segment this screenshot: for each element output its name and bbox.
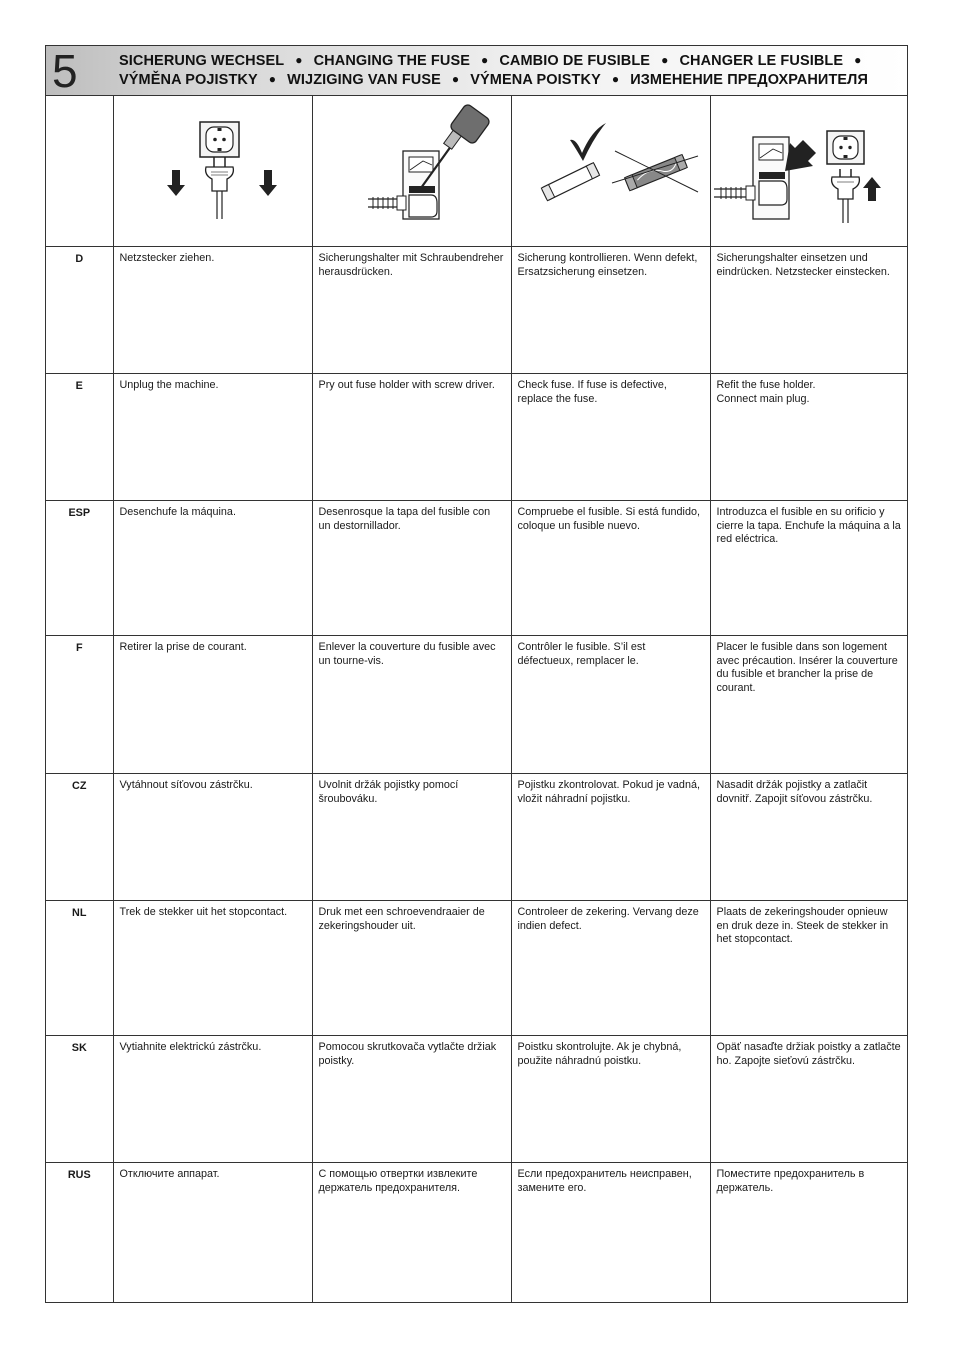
title-esp: CAMBIO DE FUSIBLE bbox=[499, 53, 651, 69]
row-d bbox=[46, 247, 907, 374]
row-sk bbox=[46, 1036, 907, 1163]
up-arrow-icon bbox=[863, 177, 881, 201]
language-code: ESP bbox=[46, 501, 113, 636]
step-2-text: Pomocou skrutkovača vytlačte držiak poistky. bbox=[312, 1036, 511, 1163]
unplug-icon bbox=[114, 95, 313, 246]
good-fuse-icon bbox=[541, 163, 599, 201]
header-title-line-1 bbox=[119, 53, 873, 69]
bullet-separator: ● bbox=[451, 72, 460, 86]
refit-holder-icon bbox=[711, 95, 908, 246]
step-3-text: Если предохранитель неисправен, замените его. bbox=[511, 1163, 710, 1303]
row-f bbox=[46, 636, 907, 774]
title-en: CHANGING THE FUSE bbox=[313, 53, 470, 69]
title-nl: WIJZIGING VAN FUSE bbox=[287, 72, 441, 88]
bullet-separator: ● bbox=[268, 72, 277, 86]
language-code: F bbox=[46, 636, 113, 774]
step-1-text: Отключите аппарат. bbox=[113, 1163, 312, 1303]
title-sk: VÝMENA POISTKY bbox=[470, 72, 601, 88]
step-1-text: Retirer la prise de courant. bbox=[113, 636, 312, 774]
step-4-text: Nasadit držák pojistky a zatlačit dovnitř. Zapojit síťovou zástrčku. bbox=[710, 774, 907, 901]
screwdriver-icon bbox=[313, 95, 512, 246]
title-cz: VÝMĚNA POJISTKY bbox=[119, 72, 258, 88]
step-1-text: Desenchufe la máquina. bbox=[113, 501, 312, 636]
step-4-text: Introduzca el fusible en su orificio y cierre la tapa. Enchufe la máquina a la red eléctrica. bbox=[710, 501, 907, 636]
illustration-row bbox=[46, 95, 907, 247]
language-code: E bbox=[46, 374, 113, 501]
checkmark-icon bbox=[570, 123, 606, 161]
row-e bbox=[46, 374, 907, 501]
title-fr: CHANGER LE FUSIBLE bbox=[679, 53, 844, 69]
step-4-text: Placer le fusible dans son logement avec précaution. Insérer la couverture du fusible et brancher la prise de courant. bbox=[710, 636, 907, 774]
title-de: SICHERUNG WECHSEL bbox=[119, 53, 285, 69]
step-1-text: Vytiahnite elektrickú zástrčku. bbox=[113, 1036, 312, 1163]
section-number: 5 bbox=[52, 45, 78, 97]
step-2-text: С помощью отвертки извлеките держатель предохранителя. bbox=[312, 1163, 511, 1303]
step-1-text: Netzstecker ziehen. bbox=[113, 247, 312, 374]
step-3-text: Controleer de zekering. Vervang deze indien defect. bbox=[511, 901, 710, 1036]
bullet-separator: ● bbox=[661, 53, 669, 67]
row-nl bbox=[46, 901, 907, 1036]
language-code: CZ bbox=[46, 774, 113, 901]
bullet-separator: ● bbox=[611, 72, 620, 86]
step-3-text: Pojistku zkontrolovat. Pokud je vadná, vložit náhradní pojistku. bbox=[511, 774, 710, 901]
step-1-text: Unplug the machine. bbox=[113, 374, 312, 501]
step-2-text: Sicherungshalter mit Schraubendreher herausdrücken. bbox=[312, 247, 511, 374]
step-2-text: Druk met een schroevendraaier de zekeringshouder uit. bbox=[312, 901, 511, 1036]
bullet-separator: ● bbox=[480, 53, 489, 67]
row-rus bbox=[46, 1163, 907, 1303]
bullet-separator: ● bbox=[854, 53, 862, 67]
step-2-text: Enlever la couverture du fusible avec un tourne-vis. bbox=[312, 636, 511, 774]
illustration-pry-holder bbox=[312, 95, 511, 247]
step-3-text: Sicherung kontrollieren. Wenn defekt, Ersatzsicherung einsetzen. bbox=[511, 247, 710, 374]
step-2-text: Uvolnit držák pojistky pomocí šroubováku. bbox=[312, 774, 511, 901]
step-2-text: Desenrosque la tapa del fusible con un destornillador. bbox=[312, 501, 511, 636]
step-4-text: Refit the fuse holder. Connect main plug. bbox=[710, 374, 907, 501]
step-4-text: Plaats de zekeringshouder opnieuw en druk deze in. Steek de stekker in het stopcontact. bbox=[710, 901, 907, 1036]
language-code: SK bbox=[46, 1036, 113, 1163]
language-code: RUS bbox=[46, 1163, 113, 1303]
step-3-text: Check fuse. If fuse is defective, replace the fuse. bbox=[511, 374, 710, 501]
step-3-text: Contrôler le fusible. S’il est défectueux, remplacer le. bbox=[511, 636, 710, 774]
illustration-unplug bbox=[113, 95, 312, 247]
instruction-sheet bbox=[45, 45, 908, 1303]
step-1-text: Vytáhnout síťovou zástrčku. bbox=[113, 774, 312, 901]
step-4-text: Opäť nasaďte držiak poistky a zatlačte ho. Zapojte sieťovú zástrčku. bbox=[710, 1036, 907, 1163]
illustration-check-fuse bbox=[511, 95, 710, 247]
step-3-text: Compruebe el fusible. Si está fundido, coloque un fusible nuevo. bbox=[511, 501, 710, 636]
fuse-check-icon bbox=[512, 95, 711, 246]
illustration-refit-holder bbox=[710, 95, 907, 247]
row-cz bbox=[46, 774, 907, 901]
header-title-line-2 bbox=[119, 72, 868, 88]
title-rus: ИЗМЕНЕНИЕ ПРЕДОХРАНИТЕЛЯ bbox=[630, 72, 868, 88]
push-arrow-icon bbox=[785, 140, 816, 171]
step-1-text: Trek de stekker uit het stopcontact. bbox=[113, 901, 312, 1036]
language-code: NL bbox=[46, 901, 113, 1036]
empty-corner-cell bbox=[46, 95, 113, 247]
bullet-separator: ● bbox=[295, 53, 303, 67]
step-4-text: Sicherungshalter einsetzen und eindrücken. Netzstecker einstecken. bbox=[710, 247, 907, 374]
step-3-text: Poistku skontrolujte. Ak je chybná, použite náhradnú poistku. bbox=[511, 1036, 710, 1163]
steps-table bbox=[46, 95, 907, 1303]
step-4-text: Поместите предохранитель в держатель. bbox=[710, 1163, 907, 1303]
row-esp bbox=[46, 501, 907, 636]
section-header bbox=[46, 46, 907, 96]
step-2-text: Pry out fuse holder with screw driver. bbox=[312, 374, 511, 501]
language-code: D bbox=[46, 247, 113, 374]
